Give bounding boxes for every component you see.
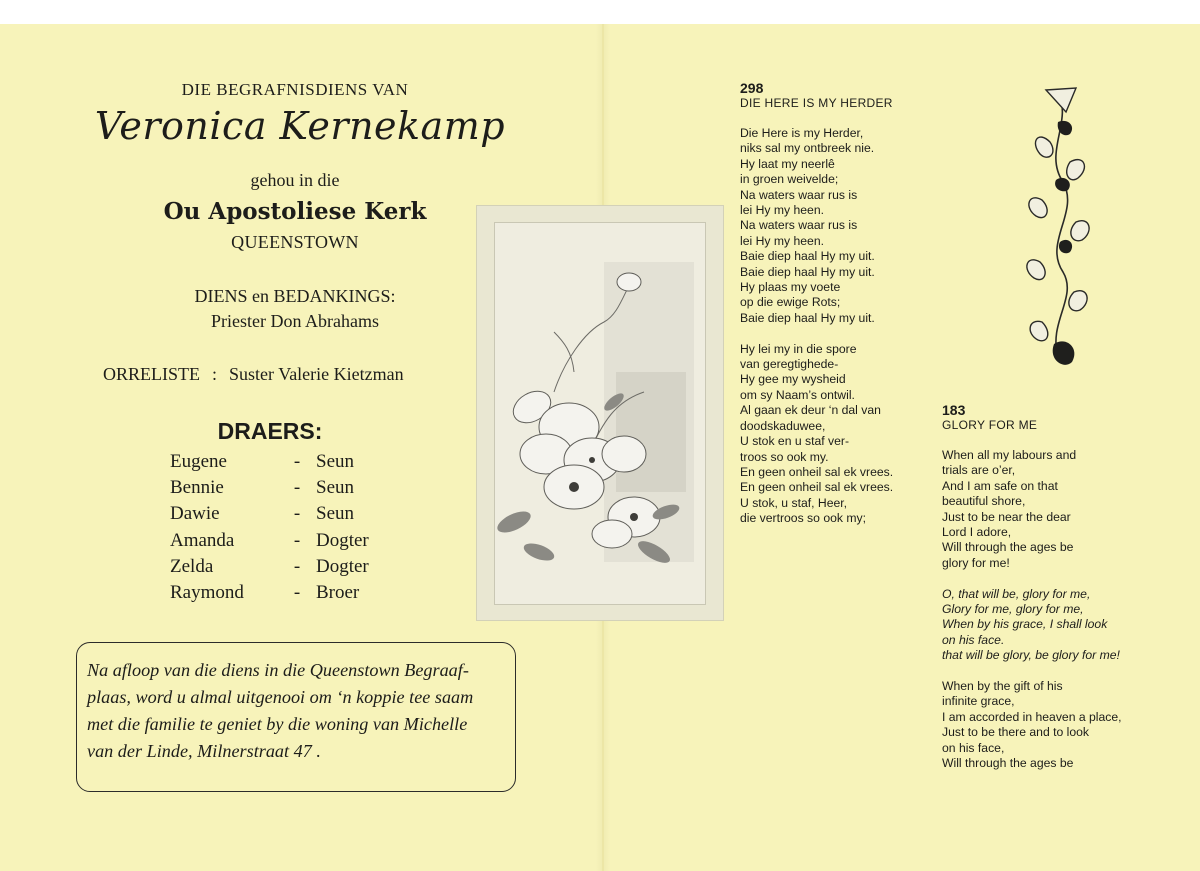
hymn-line: I am accorded in heaven a place, [942, 709, 1122, 724]
bearer-dash: - [293, 529, 301, 551]
hymn-line: Baie diep haal Hy my uit. [740, 310, 875, 325]
hymn-line: op die ewige Rots; [740, 295, 841, 310]
hymn-line: infinite grace, [942, 694, 1015, 709]
hymn-line: lei Hy my heen. [740, 233, 824, 248]
bearers-title: DRAERS: [217, 418, 323, 444]
hymn-line: When by his grace, I shall look [942, 617, 1108, 632]
bearer-name: Zelda [170, 555, 214, 577]
organist-name: Suster Valerie Kietzman [229, 364, 404, 384]
hymn-line: U stok, u staf, Heer, [740, 495, 848, 510]
hymn-line: Hy lei my in die spore [740, 341, 857, 356]
town-name: QUEENSTOWN [231, 232, 359, 252]
bearer-name: Amanda [170, 529, 235, 551]
bearer-relation: Seun [316, 503, 354, 525]
notice-line: met die familie te geniet by die woning van Michelle [87, 714, 468, 734]
bearer-row [170, 528, 430, 554]
bearer-name: Eugene [170, 451, 227, 472]
hymn-line: Will through the ages be [942, 756, 1074, 771]
funeral-heading: DIE BEGRAFNISDIENS VAN [181, 80, 409, 99]
hymn-line: beautiful shore, [942, 494, 1026, 509]
bearer-row [170, 580, 430, 606]
hymn-line: Na waters waar rus is [740, 187, 858, 202]
bearer-relation: Dogter [316, 555, 369, 577]
hymn-verse-2 [942, 679, 1122, 771]
hymn-line: En geen onheil sal ek vrees. [740, 464, 894, 479]
hymn-verse-2 [740, 342, 893, 527]
hymn-verse-1 [942, 448, 1122, 571]
hymn-line: van geregtighede- [740, 357, 839, 372]
hymn-number: 183 [942, 402, 966, 418]
hymn-line: Hy plaas my voete [740, 280, 841, 295]
hymn-line: Die Here is my Herder, [740, 126, 864, 140]
organist-line [103, 364, 503, 385]
hymn-line: in groen weivelde; [740, 172, 839, 187]
bearer-dash: - [293, 503, 301, 525]
hymn-line: Baie diep haal Hy my uit. [740, 264, 875, 279]
service-by: Priester Don Abrahams [211, 311, 379, 331]
hymn-line: on his face. [942, 632, 1005, 647]
bearer-relation: Broer [316, 581, 360, 603]
flower-bouquet-icon [494, 222, 706, 605]
deceased-name: Veronica Kernekamp [94, 104, 506, 148]
bearer-row [170, 501, 430, 527]
bearer-name: Bennie [170, 477, 224, 499]
hymn-title: DIE HERE IS MY HERDER [740, 96, 893, 110]
hymn-line: Baie diep haal Hy my uit. [740, 249, 875, 264]
hymn-line: niks sal my ontbreek nie. [740, 141, 875, 156]
organist-label: ORRELISTE [103, 364, 200, 384]
hymn-line: Hy gee my wysheid [740, 372, 846, 387]
notice-line: van der Linde, Milnerstraat 47 . [87, 741, 321, 761]
hymn-line: Will through the ages be [942, 540, 1074, 555]
bearer-row [170, 475, 430, 501]
hymn-line: O, that will be, glory for me, [942, 586, 1091, 601]
hymn-line: Al gaan ek deur ‘n dal van [740, 403, 881, 418]
hymn-line: doodskaduwee, [740, 418, 826, 433]
notice-line: plaas, word u almal uitgenooi om ‘n koppie tee saam [87, 687, 474, 707]
hymn-line: die vertroos so ook my; [740, 511, 866, 526]
hymn-line: Glory for me, glory for me, [942, 602, 1084, 617]
hymn-183 [942, 402, 1122, 772]
bearer-dash: - [293, 581, 301, 603]
hymn-title: GLORY FOR ME [942, 418, 1038, 432]
hymn-line: on his face, [942, 740, 1005, 755]
hymn-line: that will be glory, be glory for me! [942, 648, 1120, 663]
bearer-row [170, 449, 430, 475]
hymn-line: Just to be near the dear [942, 509, 1071, 524]
hymn-line: Just to be there and to look [942, 725, 1090, 740]
bearer-name: Dawie [170, 503, 220, 525]
vine-ornament-icon [1018, 82, 1100, 372]
bearer-dash: - [293, 451, 301, 472]
scan-top-border [0, 0, 1200, 24]
bearer-name: Raymond [170, 581, 244, 603]
organist-separator: : [212, 364, 218, 384]
held-in-text: gehou in die [250, 170, 340, 190]
hymn-line: lei Hy my heen. [740, 203, 824, 218]
bearers-list [170, 449, 430, 606]
hymn-298 [740, 80, 893, 527]
hymn-line: When by the gift of his [942, 679, 1063, 694]
hymn-line: trials are o’er, [942, 463, 1016, 478]
bearer-row [170, 554, 430, 580]
bearer-relation: Seun [316, 451, 354, 472]
hymn-number: 298 [740, 80, 764, 96]
hymn-line: troos so ook my. [740, 449, 829, 464]
hymn-line: Hy laat my neerlê [740, 156, 835, 171]
hymn-line: Na waters waar rus is [740, 218, 858, 233]
hymn-line: And I am safe on that [942, 478, 1058, 493]
hymn-line: When all my labours and [942, 448, 1077, 462]
church-name: Ou Apostoliese Kerk [163, 198, 427, 225]
hymn-verse-1 [740, 126, 893, 326]
hymn-chorus [942, 587, 1122, 664]
hymn-line: Lord I adore, [942, 525, 1012, 540]
hymn-line: glory for me! [942, 555, 1010, 570]
bearer-dash: - [293, 555, 301, 577]
hymn-line: En geen onheil sal ek vrees. [740, 480, 894, 495]
hymn-line: U stok en u staf ver- [740, 434, 850, 449]
bearer-dash: - [293, 477, 301, 499]
notice-line: Na afloop van die diens in die Queenstown Begraaf- [87, 660, 469, 680]
service-label: DIENS en BEDANKINGS: [194, 286, 396, 306]
reception-notice [76, 642, 516, 792]
bearer-relation: Seun [316, 477, 354, 499]
bearer-relation: Dogter [316, 529, 369, 551]
hymn-line: om sy Naam’s ontwil. [740, 387, 855, 402]
